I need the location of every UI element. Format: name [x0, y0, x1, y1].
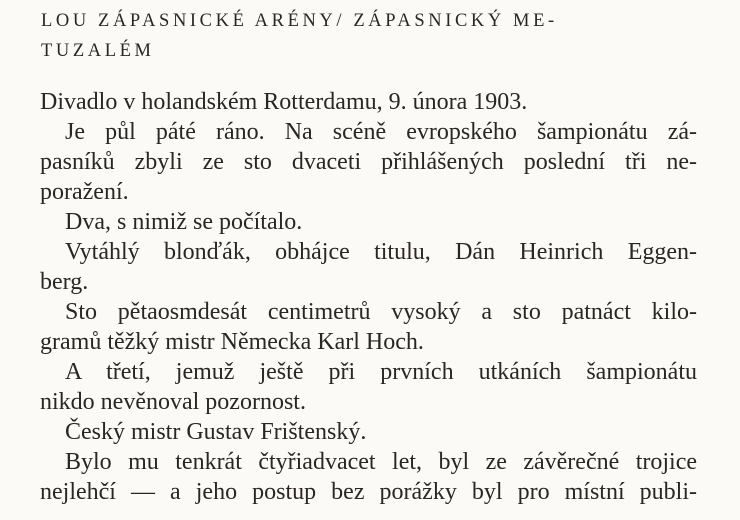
chapter-heading-line-1: LOU ZÁPASNICKÉ ARÉNY/ ZÁPASNICKÝ ME- — [41, 11, 558, 31]
paragraph-line: Je půl páté ráno. Na scéně evropského šampionátu zá- — [65, 119, 697, 145]
paragraph-line: poražení. — [40, 179, 129, 205]
paragraph-line: Sto pětaosmdesát centimetrů vysoký a sto patnáct kilo- — [65, 299, 697, 325]
paragraph-line: pasníků zbyli ze sto dvaceti přihlášených poslední tři ne- — [40, 149, 697, 175]
paragraph-line: berg. — [40, 269, 89, 295]
paragraph-line: Divadlo v holandském Rotterdamu, 9. února 1903. — [40, 89, 528, 115]
paragraph-line: Vytáhlý blonďák, obhájce titulu, Dán Heinrich Eggen- — [65, 239, 697, 265]
chapter-heading-line-2: TUZALÉM — [41, 41, 155, 61]
paragraph-line: Český mistr Gustav Frištenský. — [65, 419, 367, 445]
paragraph-line: nikdo nevěnoval pozornost. — [40, 389, 306, 415]
paragraph-line: gramů těžký mistr Německa Karl Hoch. — [40, 329, 424, 355]
paragraph-line: Bylo mu tenkrát čtyřiadvacet let, byl ze závěrečné trojice — [65, 449, 697, 475]
paragraph-line: nejlehčí — a jeho postup bez porážky byl pro místní publi- — [40, 479, 697, 505]
chapter-heading — [41, 6, 721, 66]
paragraph-line: A třetí, jemuž ještě při prvních utkáních šampionátu — [65, 359, 697, 385]
paragraph-line: Dva, s nimiž se počítalo. — [65, 209, 303, 235]
